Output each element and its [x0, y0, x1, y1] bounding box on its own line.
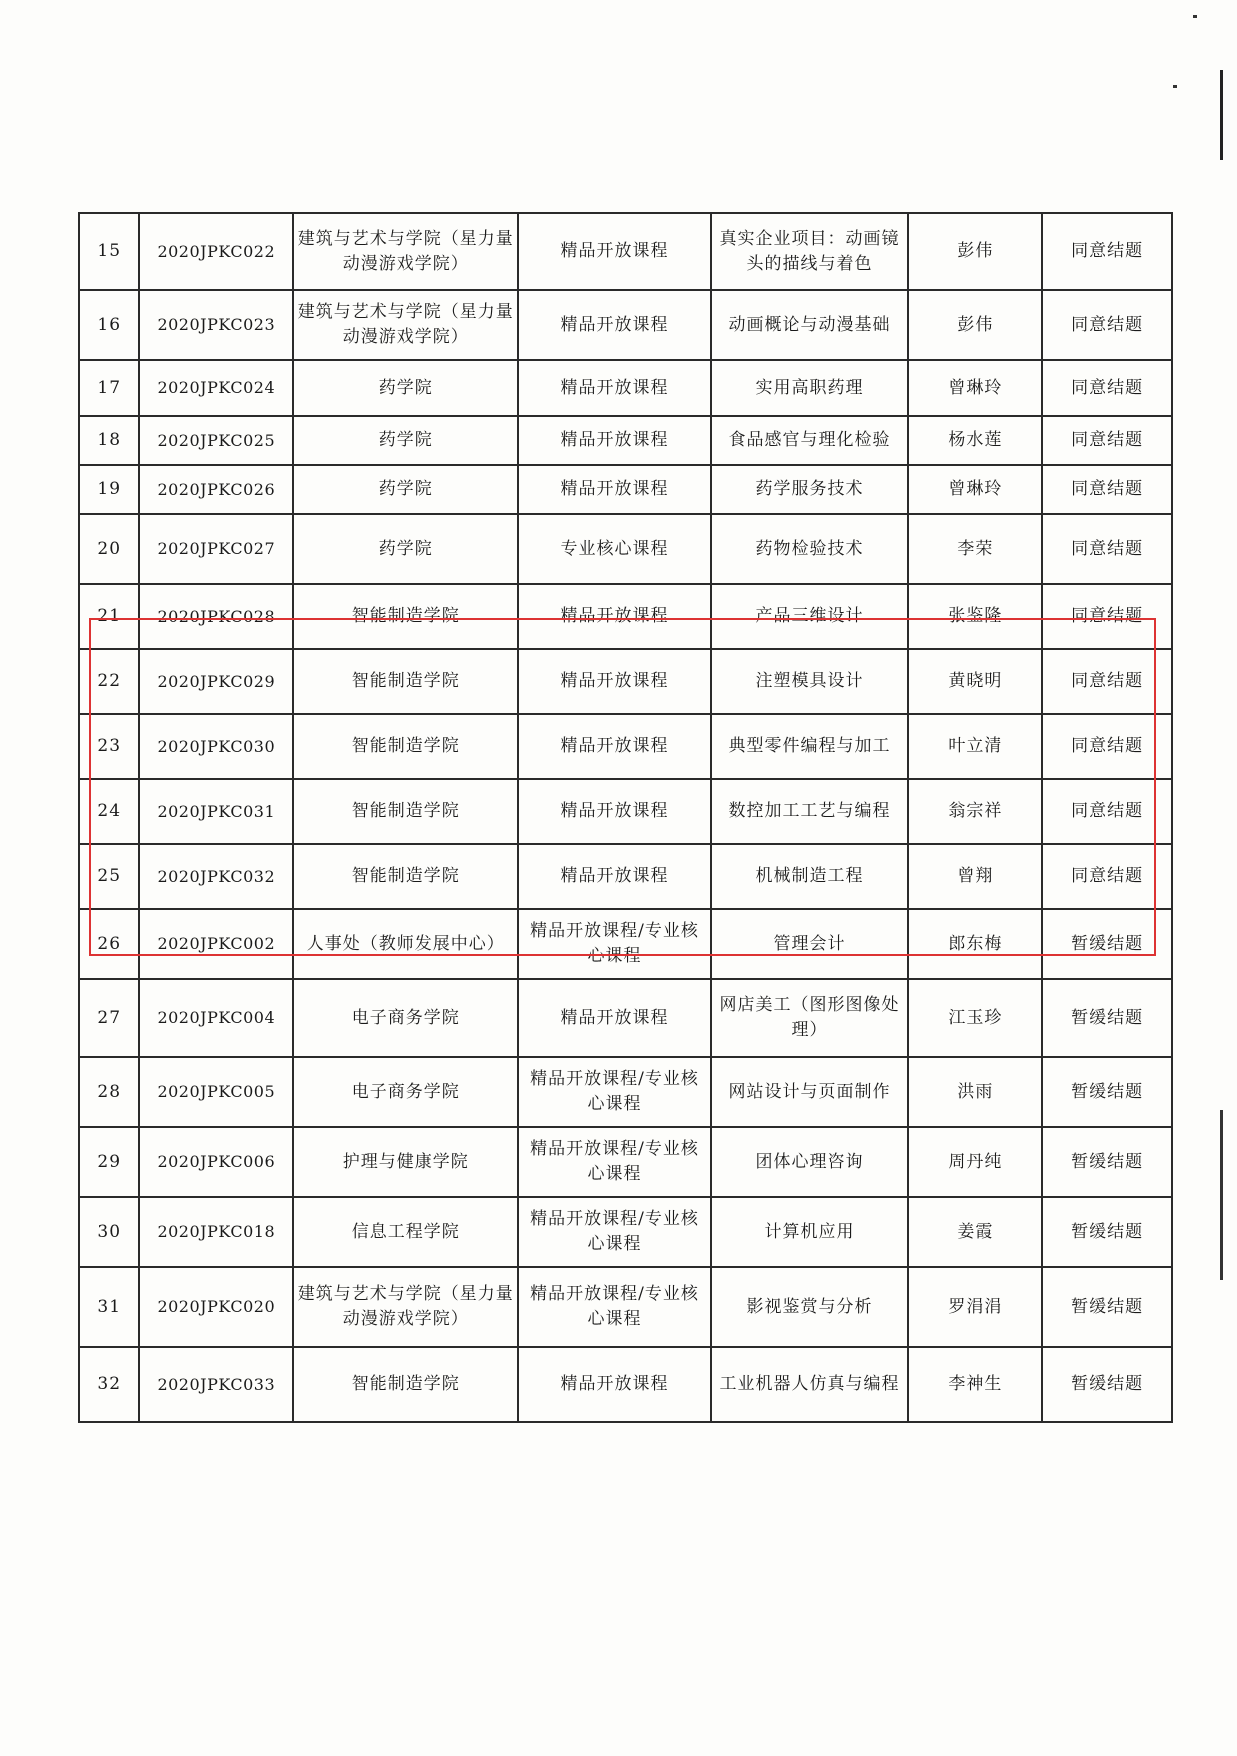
teacher-name: 江玉珍	[908, 979, 1042, 1057]
course-name: 注塑模具设计	[711, 649, 909, 714]
table-row	[79, 1127, 1172, 1197]
course-name: 管理会计	[711, 909, 909, 979]
review-result: 暂缓结题	[1042, 1267, 1172, 1347]
college-name: 电子商务学院	[293, 979, 518, 1057]
teacher-name: 姜霞	[908, 1197, 1042, 1267]
review-result: 同意结题	[1042, 779, 1172, 844]
course-type: 精品开放课程	[518, 649, 710, 714]
table-row	[79, 979, 1172, 1057]
course-name: 网店美工（图形图像处理）	[711, 979, 909, 1057]
college-name: 智能制造学院	[293, 584, 518, 649]
course-name: 药学服务技术	[711, 465, 909, 514]
project-code: 2020JPKC028	[139, 584, 293, 649]
course-name: 机械制造工程	[711, 844, 909, 909]
review-result: 同意结题	[1042, 290, 1172, 360]
course-name: 影视鉴赏与分析	[711, 1267, 909, 1347]
project-code: 2020JPKC023	[139, 290, 293, 360]
review-result: 同意结题	[1042, 584, 1172, 649]
project-code: 2020JPKC006	[139, 1127, 293, 1197]
teacher-name: 张鉴隆	[908, 584, 1042, 649]
row-number: 22	[79, 649, 139, 714]
row-number: 20	[79, 514, 139, 584]
course-name: 计算机应用	[711, 1197, 909, 1267]
college-name: 智能制造学院	[293, 844, 518, 909]
college-name: 电子商务学院	[293, 1057, 518, 1127]
course-type: 精品开放课程	[518, 360, 710, 416]
teacher-name: 洪雨	[908, 1057, 1042, 1127]
project-code: 2020JPKC033	[139, 1347, 293, 1422]
college-name: 药学院	[293, 465, 518, 514]
project-code: 2020JPKC004	[139, 979, 293, 1057]
project-code: 2020JPKC020	[139, 1267, 293, 1347]
teacher-name: 黄晓明	[908, 649, 1042, 714]
review-result: 同意结题	[1042, 416, 1172, 465]
course-type: 精品开放课程	[518, 416, 710, 465]
teacher-name: 叶立清	[908, 714, 1042, 779]
review-result: 同意结题	[1042, 714, 1172, 779]
row-number: 18	[79, 416, 139, 465]
review-result: 同意结题	[1042, 514, 1172, 584]
table-row	[79, 213, 1172, 290]
row-number: 30	[79, 1197, 139, 1267]
course-type: 精品开放课程/专业核心课程	[518, 909, 710, 979]
college-name: 智能制造学院	[293, 714, 518, 779]
college-name: 人事处（教师发展中心）	[293, 909, 518, 979]
project-table	[78, 212, 1173, 1423]
teacher-name: 曾琳玲	[908, 465, 1042, 514]
project-code: 2020JPKC018	[139, 1197, 293, 1267]
project-code: 2020JPKC030	[139, 714, 293, 779]
course-type: 精品开放课程	[518, 714, 710, 779]
scan-speck	[1173, 85, 1177, 88]
table-row	[79, 290, 1172, 360]
course-name: 药物检验技术	[711, 514, 909, 584]
teacher-name: 李神生	[908, 1347, 1042, 1422]
project-code: 2020JPKC002	[139, 909, 293, 979]
table-row	[79, 1197, 1172, 1267]
teacher-name: 彭伟	[908, 290, 1042, 360]
table-row	[79, 779, 1172, 844]
row-number: 15	[79, 213, 139, 290]
teacher-name: 郎东梅	[908, 909, 1042, 979]
table-row	[79, 514, 1172, 584]
table-row	[79, 465, 1172, 514]
teacher-name: 翁宗祥	[908, 779, 1042, 844]
project-code: 2020JPKC032	[139, 844, 293, 909]
table-row	[79, 360, 1172, 416]
teacher-name: 罗涓涓	[908, 1267, 1042, 1347]
row-number: 16	[79, 290, 139, 360]
college-name: 建筑与艺术与学院（星力量动漫游戏学院）	[293, 290, 518, 360]
course-type: 精品开放课程/专业核心课程	[518, 1197, 710, 1267]
table-row	[79, 1267, 1172, 1347]
project-code: 2020JPKC031	[139, 779, 293, 844]
review-result: 同意结题	[1042, 360, 1172, 416]
college-name: 信息工程学院	[293, 1197, 518, 1267]
row-number: 17	[79, 360, 139, 416]
college-name: 智能制造学院	[293, 649, 518, 714]
course-name: 网站设计与页面制作	[711, 1057, 909, 1127]
course-type: 精品开放课程	[518, 290, 710, 360]
project-code: 2020JPKC027	[139, 514, 293, 584]
review-result: 暂缓结题	[1042, 1197, 1172, 1267]
course-type: 专业核心课程	[518, 514, 710, 584]
row-number: 23	[79, 714, 139, 779]
review-result: 同意结题	[1042, 844, 1172, 909]
teacher-name: 杨水莲	[908, 416, 1042, 465]
scan-edge-mark	[1220, 70, 1223, 160]
table-row	[79, 909, 1172, 979]
project-code: 2020JPKC024	[139, 360, 293, 416]
course-type: 精品开放课程	[518, 465, 710, 514]
course-type: 精品开放课程	[518, 213, 710, 290]
course-type: 精品开放课程	[518, 1347, 710, 1422]
course-name: 实用高职药理	[711, 360, 909, 416]
table-row	[79, 416, 1172, 465]
project-code: 2020JPKC026	[139, 465, 293, 514]
table-row	[79, 1057, 1172, 1127]
table-row	[79, 844, 1172, 909]
table-row	[79, 584, 1172, 649]
row-number: 31	[79, 1267, 139, 1347]
course-type: 精品开放课程/专业核心课程	[518, 1057, 710, 1127]
row-number: 26	[79, 909, 139, 979]
course-name: 团体心理咨询	[711, 1127, 909, 1197]
table-row	[79, 714, 1172, 779]
college-name: 智能制造学院	[293, 779, 518, 844]
teacher-name: 彭伟	[908, 213, 1042, 290]
scan-speck	[1193, 15, 1197, 18]
college-name: 智能制造学院	[293, 1347, 518, 1422]
review-result: 同意结题	[1042, 213, 1172, 290]
course-name: 工业机器人仿真与编程	[711, 1347, 909, 1422]
review-result: 暂缓结题	[1042, 909, 1172, 979]
college-name: 护理与健康学院	[293, 1127, 518, 1197]
course-type: 精品开放课程/专业核心课程	[518, 1267, 710, 1347]
course-name: 典型零件编程与加工	[711, 714, 909, 779]
course-name: 真实企业项目：动画镜头的描线与着色	[711, 213, 909, 290]
row-number: 27	[79, 979, 139, 1057]
project-code: 2020JPKC005	[139, 1057, 293, 1127]
course-type: 精品开放课程	[518, 979, 710, 1057]
college-name: 建筑与艺术与学院（星力量动漫游戏学院）	[293, 1267, 518, 1347]
table-row	[79, 1347, 1172, 1422]
review-result: 暂缓结题	[1042, 979, 1172, 1057]
college-name: 药学院	[293, 416, 518, 465]
course-type: 精品开放课程/专业核心课程	[518, 1127, 710, 1197]
review-result: 暂缓结题	[1042, 1057, 1172, 1127]
row-number: 21	[79, 584, 139, 649]
course-type: 精品开放课程	[518, 844, 710, 909]
college-name: 药学院	[293, 360, 518, 416]
teacher-name: 曾翔	[908, 844, 1042, 909]
row-number: 28	[79, 1057, 139, 1127]
college-name: 建筑与艺术与学院（星力量动漫游戏学院）	[293, 213, 518, 290]
review-result: 暂缓结题	[1042, 1127, 1172, 1197]
row-number: 24	[79, 779, 139, 844]
course-name: 数控加工工艺与编程	[711, 779, 909, 844]
course-type: 精品开放课程	[518, 779, 710, 844]
table-body	[79, 213, 1172, 1422]
teacher-name: 曾琳玲	[908, 360, 1042, 416]
review-result: 暂缓结题	[1042, 1347, 1172, 1422]
teacher-name: 周丹纯	[908, 1127, 1042, 1197]
college-name: 药学院	[293, 514, 518, 584]
project-code: 2020JPKC025	[139, 416, 293, 465]
course-type: 精品开放课程	[518, 584, 710, 649]
row-number: 19	[79, 465, 139, 514]
scan-edge-mark	[1220, 1110, 1223, 1280]
table-row	[79, 649, 1172, 714]
project-code: 2020JPKC029	[139, 649, 293, 714]
teacher-name: 李荣	[908, 514, 1042, 584]
project-code: 2020JPKC022	[139, 213, 293, 290]
course-name: 食品感官与理化检验	[711, 416, 909, 465]
row-number: 25	[79, 844, 139, 909]
review-result: 同意结题	[1042, 465, 1172, 514]
row-number: 32	[79, 1347, 139, 1422]
review-result: 同意结题	[1042, 649, 1172, 714]
course-name: 产品三维设计	[711, 584, 909, 649]
row-number: 29	[79, 1127, 139, 1197]
course-name: 动画概论与动漫基础	[711, 290, 909, 360]
